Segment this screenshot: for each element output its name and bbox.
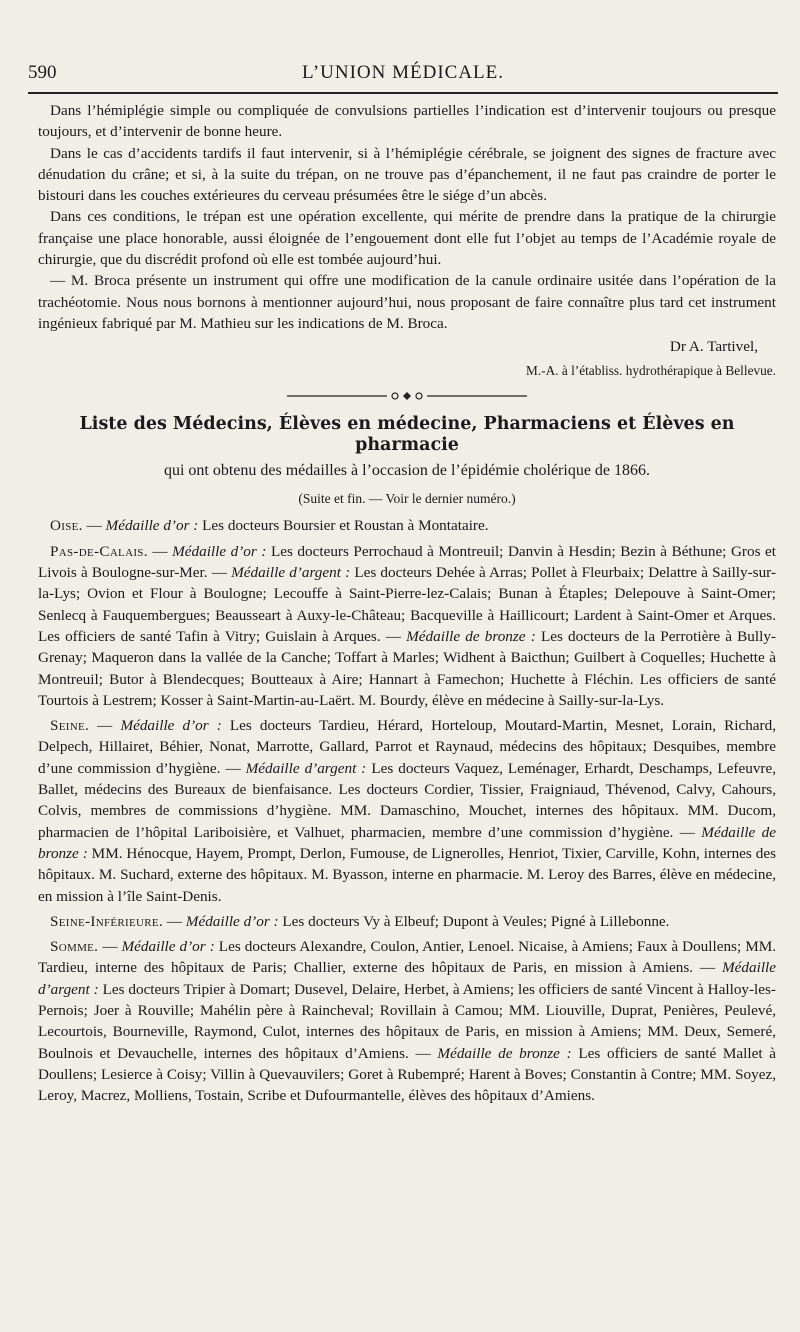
department-entry [38,911,776,932]
recipients-text: MM. Hénocque, Hayem, Prompt, Derlon, Fumouse, de Lignerolles, Henriot, Tixier, Carville, Kohn, internes des hôpitaux. M. Suchard, externe des hôpitaux. M. Byasson, interne en pharmacie. M. Leroy des Barres, élève en médecine, en mission à l’île Saint-Denis. [38,844,776,905]
medal-category: Médaille d’argent : [231,564,351,582]
recipients-text: Les docteurs Dehée à Arras; Pollet à Fleurbaix; Delattre à Sailly-sur-la-Lys; Ovion et Flour à Boulogne; Lecouffe à Saint-Pierre-lez-Calais; Bunan à Étaples; Delepouve à Saint-Omer; Senlecq à Fauquembergues; Beausseart à Auxy-le-Château; Bacqueville à Haillicourt; Lardent à Saint-Omer et Arques. Les officiers de santé Tafin à Vitry; Guislain à Arques. — [38,564,776,645]
paragraph: Dans ces conditions, le trépan est une opération excellente, qui mérite de prendre dans la pratique de la chirurgie française une place honorable, aussi éloignée de l’engouement dont elle fut l’objet au temps de l’Académie royale de chirurgie, que du discrédit profond où elle est tombée aujourd’hui. [38,208,776,269]
recipients-text: Les docteurs Alexandre, Coulon, Antier, Lenoel. Nicaise, à Amiens; Faux à Doullens; MM. Tardieu, interne des hôpitaux de Paris; Challier, externe des hôpitaux de Paris, en mission à Amiens. — [38,938,777,977]
recipients-text: Les docteurs Vy à Elbeuf; Dupont à Veules; Pigné à Lillebonne. [278,912,670,930]
recipients-text: Les docteurs Perrochaud à Montreuil; Danvin à Hesdin; Bezin à Béthune; Gros et Livois à Boulogne-sur-Mer. — [38,542,776,582]
department-entry [38,715,776,907]
list-note: (Suite et fin. — Voir le dernier numéro.) [298,491,516,507]
recipients-text: Les officiers de santé Mallet à Doullens; Lesierce à Coisy; Villin à Quevauvilers; Goret à Rubempré; Harent à Boves; Constantin à Contre; MM. Soyez, Leroy, Macrez, Molliens, Tostain, Scribe et Dufourmantelle, élèves des hôpitaux d’Amiens. [38,1044,776,1105]
department-name: Seine-Inférieure. [50,912,164,930]
list-title: Liste des Médecins, Élèves en médecine, Pharmaciens et Élèves en pharmacie [79,414,735,456]
recipients-text: Les docteurs Tripier à Domart; Dusevel, Delaire, Herbet, à Amiens; les officiers de santé Vincent à Halloy-les-Pernois; Joer à Rouville; Mahélin père à Raincheval; Rovillain à Camou; MM. Liouville, Duprat, Penières, Peulevé, Lecourtois, Bourneville, Raymond, Culot, internes des hôpitaux de Paris, en mission à Amiens; MM. Deux, Semeré, Boulnois et Devauchelle, internes des hôpitaux d’Amiens. — [38,980,776,1062]
medal-sections [38,515,776,1106]
medal-category: Médaille d’argent : [38,959,776,998]
medal-category: Médaille d’or : [120,717,222,735]
header-rule [28,92,778,94]
medal-category: Médaille d’or : [172,542,267,560]
recipients-text: — [98,938,122,956]
department-name: Somme. [50,938,99,956]
author-signature: Dr A. Tartivel, [669,338,758,356]
recipients-text: — [82,517,106,535]
medal-category: Médaille d’or : [185,912,279,930]
recipients-text: Les docteurs de la Perrotière à Bully-Grenay; Maqueron dans la vallée de la Canche; Toffart à Marles; Widhent à Baicthun; Guilbert à Coquelles; Huchette à Montreuil; Butor à Blendecques; Boutteaux à Aire; Hannart à Famechon; Huchette à Fléchin. Les officiers de santé Tourtois à Lestrem; Kosser à Saint-Martin-au-Laërt. M. Bourdy, élève en médecine à Sailly-sur-la-Lys. [38,627,776,709]
medal-category: Médaille d’or : [105,517,199,535]
recipients-text: Les docteurs Tardieu, Hérard, Horteloup, Moutard-Martin, Mesnet, Lorain, Richard, Delpech, Hillairet, Béhier, Nonat, Marrotte, Gallard, Parrot et Raynaud, médecins des hôpitaux; Desquibes, membre d’une commission d’hygiène. — [38,717,776,777]
recipients-text: — [89,717,121,735]
section-divider-ornament [38,387,776,408]
medal-category: Médaille d’or : [121,938,215,956]
medal-category: Médaille de bronze : [406,627,536,645]
recipients-text: — [147,542,173,560]
paragraph: — M. Broca présente un instrument qui offre une modification de la canule ordinaire usitée dans l’opération de la trachéotomie. Nous nous bornons à mentionner aujourd’hui, nous proposant de faire connaître plus tard cet instrument ingénieux fabriqué par M. Mathieu sur les indications de M. Broca. [38,272,776,332]
page-header [28,58,778,94]
department-name: Oise. [50,517,83,535]
department-name: Seine. [50,717,90,735]
author-affiliation: M.-A. à l’établiss. hydrothérapique à Bellevue. [526,362,776,378]
department-entry [38,936,776,1106]
paragraph: Dans le cas d’accidents tardifs il faut intervenir, si à l’hémiplégie cérébrale, se joignent des signes de fracture avec dénudation du crâne; et si, à la suite du trépan, on ne trouve pas d’épanchement, il ne faut pas craindre de porter le bistouri dans les couches extérieures du cerveau présumées être le siége d’un abcès. [38,144,776,205]
medal-category: Médaille de bronze : [437,1044,572,1062]
running-title: L’UNION MÉDICALE. [301,62,505,83]
page-body [38,100,776,1110]
department-entry [38,515,776,536]
recipients-text: Les docteurs Boursier et Roustan à Montataire. [198,517,489,535]
list-subtitle: qui ont obtenu des médailles à l’occasion de l’épidémie cholérique de 1866. [163,462,651,480]
medal-category: Médaille de bronze : [38,823,776,862]
medal-category: Médaille d’argent : [245,759,367,777]
department-name: Pas-de-Calais. [50,542,148,560]
recipients-text: — [163,912,186,930]
paragraph: Dans l’hémiplégie simple ou compliquée de convulsions partielles l’indication est d’intervenir toujours ou presque toujours, et d’intervenir de bonne heure. [38,102,776,141]
page-number: 590 [28,62,57,83]
recipients-text: Les docteurs Vaquez, Leménager, Erhardt, Deschamps, Lefeuvre, Ballet, médecins des Bureaux de bienfaisance. Les docteurs Cordier, Tissier, Fraigniaud, Thévenod, Calvy, Cahours, Colvis, membres de commissions d’hygiène. MM. Damaschino, Mouchet, internes des hôpitaux. MM. Ducom, pharmacien de l’hôpital Lariboisière, et Valhuet, pharmacien, membre d’une commission d’hygiène. — [38,759,777,841]
department-entry [38,541,776,711]
